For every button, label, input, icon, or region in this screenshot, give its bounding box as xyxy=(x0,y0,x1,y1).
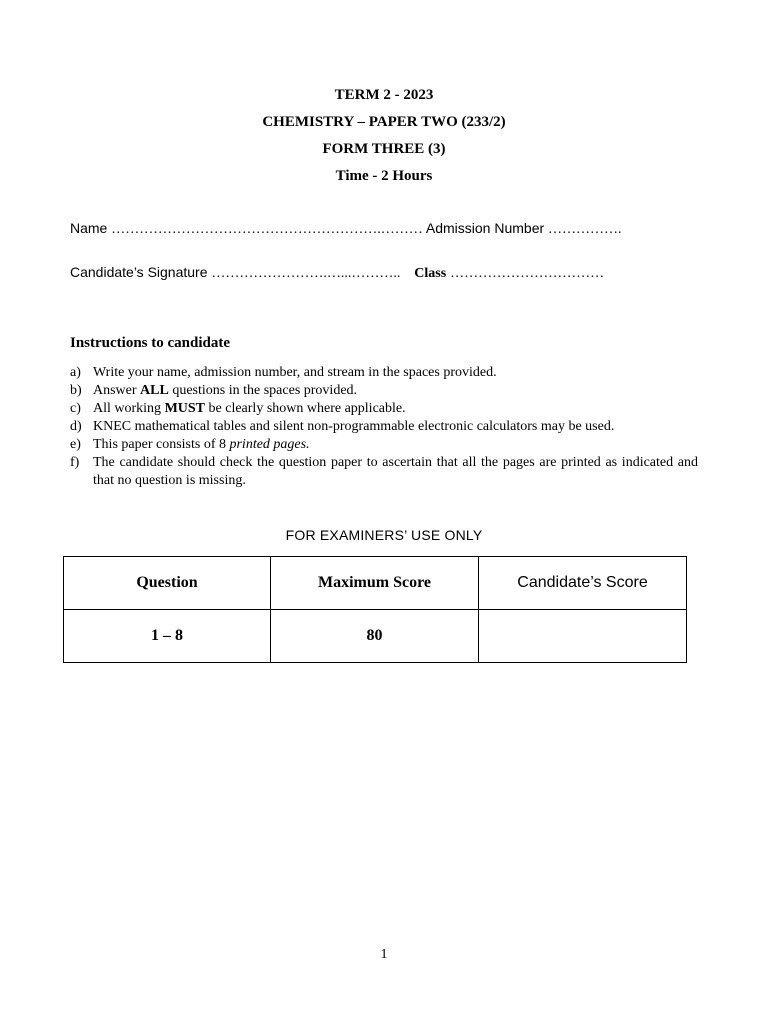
cell-question-range: 1 – 8 xyxy=(64,610,271,663)
instruction-text xyxy=(93,436,698,454)
cell-maximum-score: 80 xyxy=(271,610,479,663)
instruction-item xyxy=(70,400,698,418)
instruction-label: d) xyxy=(70,419,82,434)
instruction-text: KNEC mathematical tables and silent non-programmable electronic calculators may be used. xyxy=(93,419,615,434)
class-label: Class xyxy=(414,266,447,281)
instruction-text: The candidate should check the question paper to ascertain that all the pages are printed as indicated and that no question is missing. xyxy=(93,455,698,488)
time-heading: Time - 2 Hours xyxy=(335,168,433,184)
instructions-list xyxy=(70,364,698,490)
header-maximum-score: Maximum Score xyxy=(271,557,479,610)
page-number: 1 xyxy=(380,947,388,962)
instruction-text xyxy=(93,400,698,418)
signature-field[interactable]: …………………….…...……….. xyxy=(211,266,401,281)
term-heading: TERM 2 - 2023 xyxy=(334,87,434,103)
table-header-row xyxy=(64,557,687,610)
header-candidate-score: Candidate’s Score xyxy=(479,557,687,610)
instruction-item xyxy=(70,418,698,436)
name-field[interactable]: ………………………………………………….……… xyxy=(111,222,423,237)
instruction-label: f) xyxy=(70,455,80,470)
instruction-emphasis: ALL xyxy=(140,383,169,398)
instruction-item xyxy=(70,454,698,490)
instruction-text-part: This paper consists of 8 xyxy=(93,437,230,452)
cell-candidate-score[interactable] xyxy=(479,610,687,663)
instruction-text-part: be clearly shown where applicable. xyxy=(205,401,406,416)
instruction-item xyxy=(70,436,698,454)
instruction-text xyxy=(93,382,698,400)
signature-class-line xyxy=(70,264,604,282)
subject-heading: CHEMISTRY – PAPER TWO (233/2) xyxy=(262,114,506,130)
instructions-title: Instructions to candidate xyxy=(70,335,231,351)
instruction-text-part: All working xyxy=(93,401,165,416)
name-label: Name xyxy=(70,220,108,236)
instruction-item xyxy=(70,364,698,382)
class-field[interactable]: …………………………… xyxy=(450,266,605,281)
instruction-text-part: Answer xyxy=(93,383,141,398)
instruction-label: c) xyxy=(70,401,81,416)
name-admission-line xyxy=(70,220,622,238)
instruction-text: Write your name, admission number, and stream in the spaces provided. xyxy=(93,365,497,380)
admission-label: Admission Number xyxy=(425,220,545,236)
examiners-use-title: FOR EXAMINERS’ USE ONLY xyxy=(285,527,483,543)
instruction-item xyxy=(70,382,698,400)
instruction-label: b) xyxy=(70,383,82,398)
instruction-label: e) xyxy=(70,437,81,452)
instruction-italic: printed pages. xyxy=(229,437,310,452)
score-table xyxy=(63,556,687,663)
instruction-emphasis: MUST xyxy=(164,401,206,416)
instruction-label: a) xyxy=(70,365,81,380)
admission-number-field[interactable]: ……………. xyxy=(548,222,622,237)
header-question: Question xyxy=(64,557,271,610)
table-row xyxy=(64,610,687,663)
signature-label: Candidate’s Signature xyxy=(70,264,208,280)
form-heading: FORM THREE (3) xyxy=(322,141,446,157)
instruction-text-part: questions in the spaces provided. xyxy=(168,383,358,398)
